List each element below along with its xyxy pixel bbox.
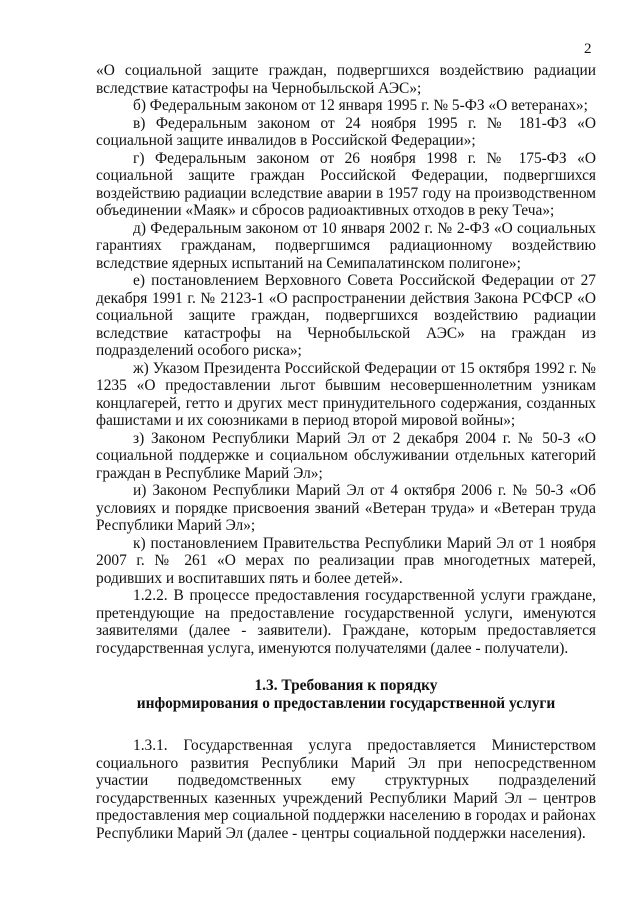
paragraph-item-v: в) Федеральным законом от 24 ноября 1995 г. № 181-ФЗ «О социальной защите инвалидов в Российской Федерации»; [96,114,596,149]
paragraph-1-2-2: 1.2.2. В процессе предоставления государственной услуги граждане, претендующие на предоставление государственной услуги, именуются заявителями (далее - заявители). Граждане, которым предоставляется государственная услуга, именуются получателями (далее - получатели). [96,587,596,657]
document-body [96,62,596,842]
paragraph-law-chernobyl-continued: «О социальной защите граждан, подвергшихся воздействию радиации вследствие катастрофы на Чернобыльской АЭС»; [96,62,596,97]
paragraph-item-e: е) постановлением Верховного Совета Российской Федерации от 27 декабря 1991 г. № 2123-1 «О распространении действия Закона РСФСР «О социальной защите граждан, подвергшихся воздействию радиации вследствие катастрофы на Чернобыльской АЭС» на граждан из подразделений особого риска»; [96,272,596,359]
paragraph-1-3-1: 1.3.1. Государственная услуга предоставляется Министерством социального развития Республики Марий Эл при непосредственном участии подведомственных ему структурных подразделений государственных казенных учреждений Республики Марий Эл – центров предоставления мер социальной поддержки населению в городах и районах Республики Марий Эл (далее - центры социальной поддержки населения). [96,737,596,842]
section-title-line-2: информирования о предоставлении государственной услуги [136,694,556,712]
section-title [96,677,596,712]
paragraph-item-b: б) Федеральным законом от 12 января 1995 г. № 5-ФЗ «О ветеранах»; [133,97,588,114]
section-title-line-1: 1.3. Требования к порядку [254,677,438,694]
paragraph-item-d: д) Федеральным законом от 10 января 2002 г. № 2-ФЗ «О социальных гарантиях гражданам, подвергшимся радиационному воздействию вследствие ядерных испытаний на Семипалатинском полигоне»; [96,219,596,272]
paragraph-item-i: и) Законом Республики Марий Эл от 4 октября 2006 г. № 50-З «Об условиях и порядке присвоения званий «Ветеран труда» и «Ветеран труда Республики Марий Эл»; [96,482,596,534]
paragraph-item-zh: ж) Указом Президента Российской Федерации от 15 октября 1992 г. № 1235 «О предоставлении льгот бывшим несовершеннолетним узникам концлагерей, гетто и других мест принудительного содержания, созданных фашистами и их союзниками в период второй мировой войны»; [96,359,596,429]
paragraph-item-g: г) Федеральным законом от 26 ноября 1998 г. № 175-ФЗ «О социальной защите граждан Российской Федерации, подвергшихся воздействию радиации вследствие аварии в 1957 году на производственном объединении «Маяк» и сбросов радиоактивных отходов в реку Теча»; [96,149,596,219]
paragraph-item-z: з) Законом Республики Марий Эл от 2 декабря 2004 г. № 50-З «О социальной поддержке и социальном обслуживании отдельных категорий граждан в Республике Марий Эл»; [96,429,596,482]
page-number: 2 [584,41,592,57]
paragraph-item-k: к) постановлением Правительства Республики Марий Эл от 1 ноября 2007 г. № 261 «О мерах по реализации прав многодетных матерей, родивших и воспитавших пять и более детей». [96,534,596,587]
